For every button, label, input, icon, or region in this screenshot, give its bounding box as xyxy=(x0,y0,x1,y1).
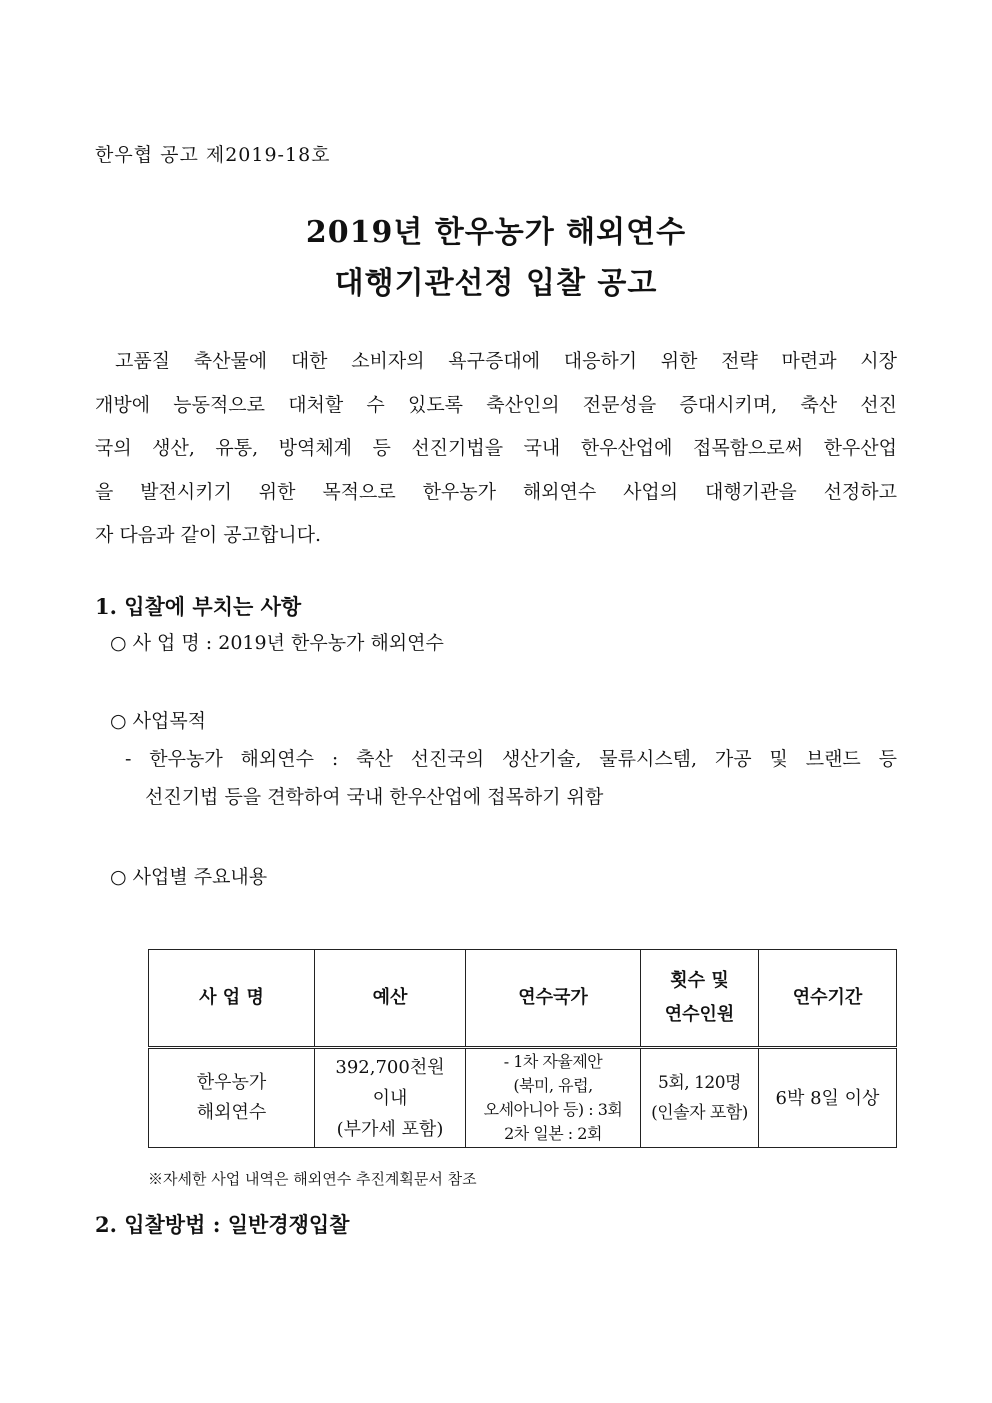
cell-count xyxy=(641,1048,759,1148)
purpose-line: - 한우농가 해외연수 : 축산 선진국의 생산기술, 물류시스템, 가공 및 브랜드 등 xyxy=(125,748,897,770)
header-business-name: 사 업 명 xyxy=(149,950,315,1048)
cell-line: 오세아니아 등) : 3회 xyxy=(483,1100,623,1119)
header-count-line: 연수인원 xyxy=(664,1004,735,1025)
header-budget: 예산 xyxy=(315,950,466,1048)
cell-budget xyxy=(315,1048,466,1148)
cell-country xyxy=(466,1048,641,1148)
table-note: ※자세한 사업 내역은 해외연수 추진계획문서 참조 xyxy=(148,1170,477,1188)
header-period: 연수기간 xyxy=(759,950,897,1048)
notice-number: 한우협 공고 제2019-18호 xyxy=(95,144,331,166)
business-table xyxy=(148,949,897,1148)
cell-line: 해외연수 xyxy=(196,1102,267,1123)
intro-line: 개방에 능동적으로 대처할 수 있도록 축산인의 전문성을 증대시키며, 축산 선진 xyxy=(95,393,897,416)
table-header-row xyxy=(149,950,897,1048)
cell-line: (인솔자 포함) xyxy=(651,1103,748,1123)
cell-period xyxy=(759,1048,897,1148)
cell-line: (부가세 포함) xyxy=(336,1118,444,1140)
intro-paragraph xyxy=(95,340,897,558)
cell-line: 6박 8일 이상 xyxy=(775,1087,880,1109)
cell-line: 392,700천원 xyxy=(335,1056,445,1078)
section-2-heading: 2. 입찰방법 : 일반경쟁입찰 xyxy=(95,1212,350,1237)
header-count-line: 횟수 및 xyxy=(670,970,729,991)
document-title-line1: 2019년 한우농가 해외연수 xyxy=(305,215,687,250)
cell-line: - 1차 자율제안 xyxy=(503,1052,603,1071)
purpose-line: 선진기법 등을 견학하여 국내 한우산업에 접목하기 위함 xyxy=(145,786,604,808)
purpose-description xyxy=(125,744,897,809)
content-heading: ○ 사업별 주요내용 xyxy=(110,866,268,888)
cell-line: (북미, 유럽, xyxy=(513,1076,593,1095)
cell-line: 이내 xyxy=(372,1087,408,1109)
section-1-heading: 1. 입찰에 부치는 사항 xyxy=(95,594,302,619)
cell-business-name xyxy=(149,1048,315,1148)
business-name-item: ○ 사 업 명 : 2019년 한우농가 해외연수 xyxy=(110,632,444,654)
intro-line: 국의 생산, 유통, 방역체계 등 선진기법을 국내 한우산업에 접목함으로써 한우산업 xyxy=(95,437,897,459)
purpose-heading: ○ 사업목적 xyxy=(110,710,207,732)
header-count xyxy=(641,950,759,1048)
cell-line: 5회, 120명 xyxy=(658,1073,741,1093)
intro-line: 자 다음과 같이 공고합니다. xyxy=(95,524,322,546)
cell-line: 2차 일본 : 2회 xyxy=(504,1124,602,1143)
cell-line: 한우농가 xyxy=(196,1072,267,1093)
intro-line: 고품질 축산물에 대한 소비자의 욕구증대에 대응하기 위한 전략 마련과 시장 xyxy=(115,350,897,372)
table-row xyxy=(149,1048,897,1148)
document-title-line2: 대행기관선정 입찰 공고 xyxy=(334,266,658,301)
intro-line: 을 발전시키기 위한 목적으로 한우농가 해외연수 사업의 대행기관을 선정하고 xyxy=(95,480,897,503)
header-country: 연수국가 xyxy=(466,950,641,1048)
